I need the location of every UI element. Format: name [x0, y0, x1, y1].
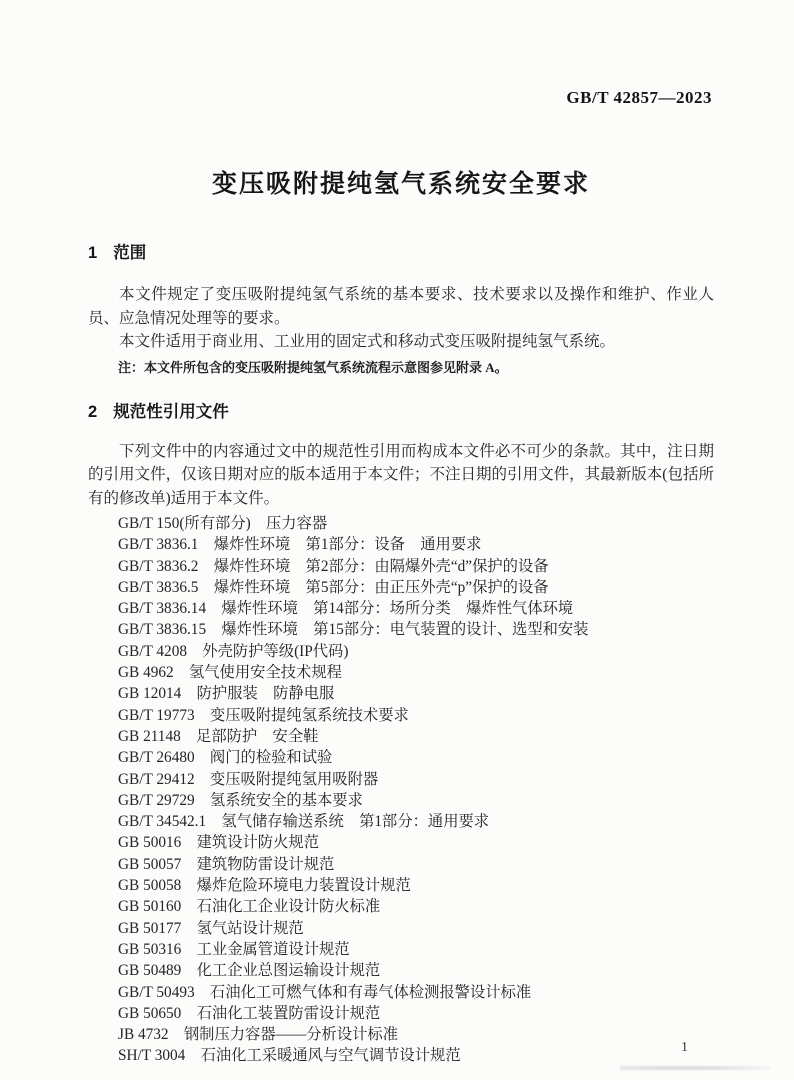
reference-item: GB/T 29412 变压吸附提纯氢用吸附器 [118, 770, 379, 788]
reference-item: GB/T 3836.15 爆炸性环境 第15部分：电气装置的设计、选型和安装 [118, 621, 589, 639]
section-2-title: 规范性引用文件 [113, 402, 229, 421]
reference-item: GB/T 26480 阀门的检验和试验 [118, 749, 333, 767]
reference-item: GB 50016 建筑设计防火规范 [118, 834, 319, 852]
reference-item: GB 50650 石油化工装置防雷设计规范 [118, 1004, 381, 1022]
reference-item: GB/T 3836.1 爆炸性环境 第1部分：设备 通用要求 [118, 536, 482, 554]
reference-item: GB/T 50493 石油化工可燃气体和有毒气体检测报警设计标准 [118, 983, 532, 1001]
reference-item: GB 12014 防护服装 防静电服 [118, 685, 335, 703]
scope-paragraph-2: 本文件适用于商业用、工业用的固定式和移动式变压吸附提纯氢气系统。 [119, 333, 616, 350]
reference-item: JB 4732 钢制压力容器——分析设计标准 [118, 1026, 399, 1044]
document-title: 变压吸附提纯氢气系统安全要求 [211, 170, 590, 198]
reference-item: GB/T 3836.2 爆炸性环境 第2部分：由隔爆外壳“d”保护的设备 [118, 557, 549, 575]
section-2-number: 2 [88, 402, 98, 421]
references-intro-paragraph: 下列文件中的内容通过文中的规范性引用而构成本文件必不可少的条款。其中，注日期的引用文件，仅该日期对应的版本适用于本文件；不注日期的引用文件，其最新版本(包括所有的修改单)适用于本文件。 [88, 442, 714, 507]
reference-item: GB/T 4208 外壳防护等级(IP代码) [118, 642, 349, 660]
reference-item: GB/T 34542.1 氢气储存输送系统 第1部分：通用要求 [118, 813, 490, 831]
reference-item: GB 50160 石油化工企业设计防火标准 [118, 898, 381, 916]
page-number: 1 [681, 1040, 688, 1055]
reference-item: GB 50058 爆炸危险环境电力装置设计规范 [118, 877, 411, 895]
reference-item: GB 50057 建筑物防雷设计规范 [118, 855, 335, 873]
reference-item: SH/T 3004 石油化工采暖通风与空气调节设计规范 [118, 1047, 461, 1065]
scope-paragraph-1: 本文件规定了变压吸附提纯氢气系统的基本要求、技术要求以及操作和维护、作业人员、应急情况处理等的要求。 [88, 286, 714, 327]
reference-item: GB 50177 氢气站设计规范 [118, 919, 304, 937]
reference-item: GB/T 29729 氢系统安全的基本要求 [118, 791, 363, 809]
reference-item: GB/T 3836.5 爆炸性环境 第5部分：由正压外壳“p”保护的设备 [118, 578, 549, 596]
reference-item: GB/T 150(所有部分) 压力容器 [118, 515, 328, 532]
normative-references-list [88, 513, 714, 1067]
section-1-title: 范围 [113, 244, 147, 262]
section-1-heading [88, 239, 714, 263]
scope-note: 注：本文件所包含的变压吸附提纯氢气系统流程示意图参见附录 A。 [118, 359, 508, 375]
section-1-number: 1 [88, 244, 98, 262]
reference-item: GB 50489 化工企业总图运输设计规范 [118, 962, 381, 980]
standard-doc-number: GB/T 42857—2023 [566, 88, 712, 107]
reference-item: GB 50316 工业金属管道设计规范 [118, 940, 350, 958]
section-2-heading [88, 398, 714, 422]
reference-item: GB 21148 足部防护 安全鞋 [118, 727, 319, 745]
reference-item: GB/T 19773 变压吸附提纯氢系统技术要求 [118, 706, 409, 724]
reference-item: GB/T 3836.14 爆炸性环境 第14部分：场所分类 爆炸性气体环境 [118, 600, 574, 618]
reference-item: GB 4962 氢气使用安全技术规程 [118, 664, 342, 682]
